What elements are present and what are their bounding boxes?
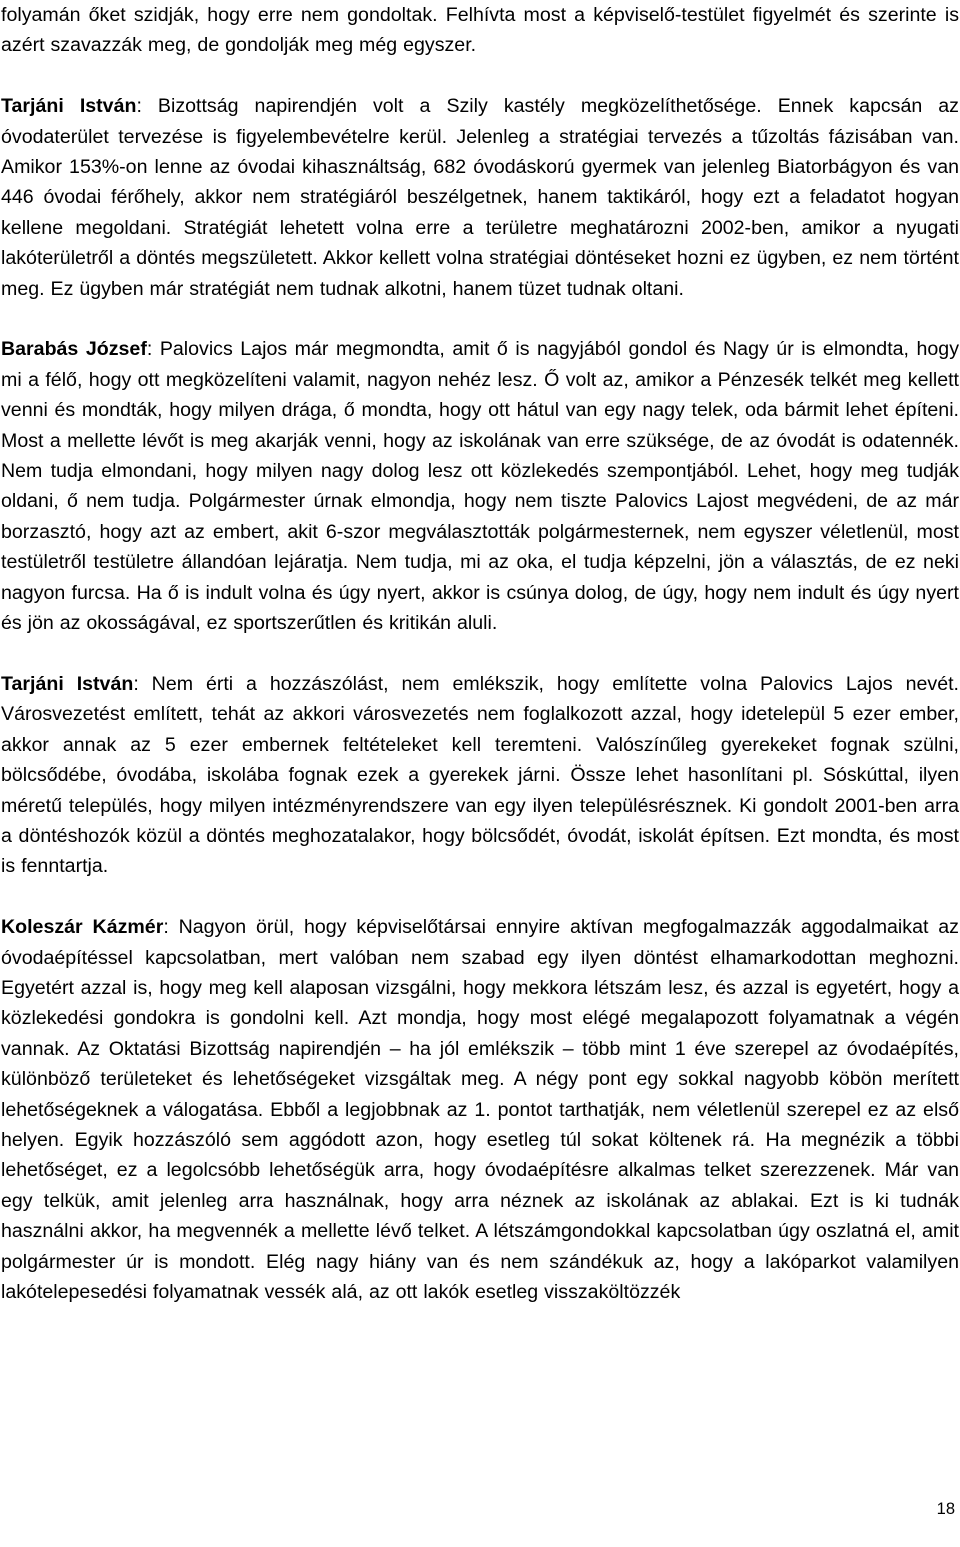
paragraph-intro [1,0,959,61]
paragraph-koleszar [1,912,959,1307]
paragraph-text: : Nem érti a hozzászólást, nem emlékszik, hogy említette volna Palovics Lajos nevét. Városvezetést említett, tehát az akkori városvezetés nem foglalkozott azzal, hogy idetelepül 5 ezer ember, akkor annak az 5 ezer embernek feltételeket kell teremteni. Valószínűleg gyerekeket fognak szülni, bölcsődébe, óvodába, iskolába fognak ezek a gyerekek járni. Össze lehet hasonlítani pl. Sóskúttal, ilyen méretű település, hogy milyen intézményrendszere van egy ilyen településrésznek. Ki gondolt 2001-ben arra a döntéshozók közül a döntés meghozatalakor, hogy bölcsődét, óvodát, iskolát építsen. Ezt mondta, és most is fenntartja. [1,672,959,878]
paragraph-barabas [1,334,959,638]
paragraph-tarjani-1 [1,91,959,304]
speaker-name: Koleszár Kázmér [1,916,164,939]
paragraph-tarjani-2 [1,669,959,882]
speaker-name: Tarjáni István [1,95,137,118]
speaker-name: Tarjáni István [1,672,134,695]
paragraph-text: : Bizottság napirendjén volt a Szily kastély megközelíthetősége. Ennek kapcsán az óvodaterület tervezése is figyelembevételre kerül. Jelenleg a stratégiai tervezés a tűzoltás fázisában van. Amikor 153%-on lenne az óvodai kihasználtság, 682 óvodáskorú gyermek van jelenleg Biatorbágyon és van 446 óvodai férőhely, akkor nem stratégiáról beszélgetnek, hanem taktikáról, hogy ezt a feladatot hogyan kellene megoldani. Stratégiát lehetett volna erre a területre meghatározni 2002-ben, amikor a nyugati lakóterületről a döntés megszületett. Akkor kellett volna stratégiai döntéseket hozni ez ügyben, ez nem történt meg. Ez ügyben már stratégiát nem tudnak alkotni, hanem tüzet tudnak oltani. [1,95,959,300]
page-number: 18 [936,1500,955,1518]
paragraph-text: : Nagyon örül, hogy képviselőtársai ennyire aktívan megfogalmazzák aggodalmaikat az óvodaépítéssel kapcsolatban, mert valóban nem szabad egy ilyen döntést elhamarkodottan meghozni. Egyetért azzal is, hogy meg kell alaposan vizsgálni, hogy mekkora létszám lesz, és azzal is egyetért, hogy a közlekedési gondokra is gondolni kell. Azt mondja, hogy most elégé megalapozott folyamatnak a végén vannak. Az Oktatási Bizottság napirendjén – ha jól emlékszik – több mint 1 éve szerepel az óvodaépítés, különböző területeket és lehetőségeket vizsgáltak meg. A négy pont egy sokkal nagyobb köbön merített lehetőségeknek a válogatása. Ebből a legjobbnak az 1. pontot tarthatják, nem véletlenül szerepel ez az első helyen. Egyik hozzászóló sem aggódott azon, hogy esetleg túl sokat költenek rá. Ha megnézik a többi lehetőséget, ez a legolcsóbb lehetőségük arra, hogy óvodaépítésre alkalmas telket szerezzenek. Már van egy telkük, amit jelenleg arra használnak, hogy arra néznek az iskolának az ablakai. Ezt is ki tudnák használni akkor, ha megvennék a mellette lévő telket. A létszámgondokkal kapcsolatban úgy oszlatná el, amit polgármester úr is mondott. Elég nagy hiány van és nem szándékuk az, hogy a lakóparkot valamilyen lakótelepesedési folyamatnak vessék alá, az ott lakók esetleg visszaköltözzék [1,916,959,1303]
paragraph-text: : Palovics Lajos már megmondta, amit ő is nagyjából gondol és Nagy úr is elmondta, hogy mi a félő, hogy ott megközelíteni valamit, nagyon nehéz lesz. Ő volt az, amikor a Pénzesék telkét meg kellett venni és mondták, hogy milyen drága, ő mondta, hogy ott hátul van egy nagy telek, oda bármit lehet építeni. Most a mellette lévőt is meg akarják venni, hogy az iskolának van erre szüksége, de az óvodát is odatennék. Nem tudja elmondani, hogy milyen nagy dolog lesz ott közlekedés szempontjából. Lehet, hogy meg tudják oldani, ő nem tudja. Polgármester úrnak elmondja, hogy nem tiszte Palovics Lajost megvédeni, de az már borzasztó, hogy azt az embert, akit 6-szor megválasztották polgármesternek, nem egyszer véletlenül, most testületről testületre állandóan lejáratja. Nem tudja, mi az oka, el tudja képzelni, jön a választás, de ez neki nagyon furcsa. Ha ő is indult volna és úgy nyert, akkor is csúnya dolog, de úgy, hogy nem indult és úgy nyert és jön az okosságával, ez sportszerűtlen és kritikán aluli. [1,338,959,635]
paragraph-text: folyamán őket szidják, hogy erre nem gondoltak. Felhívta most a képviselő-testület figyelmét és szerinte is azért szavazzák meg, de gondolják meg még egyszer. [1,4,959,57]
speaker-name: Barabás József [1,338,147,361]
